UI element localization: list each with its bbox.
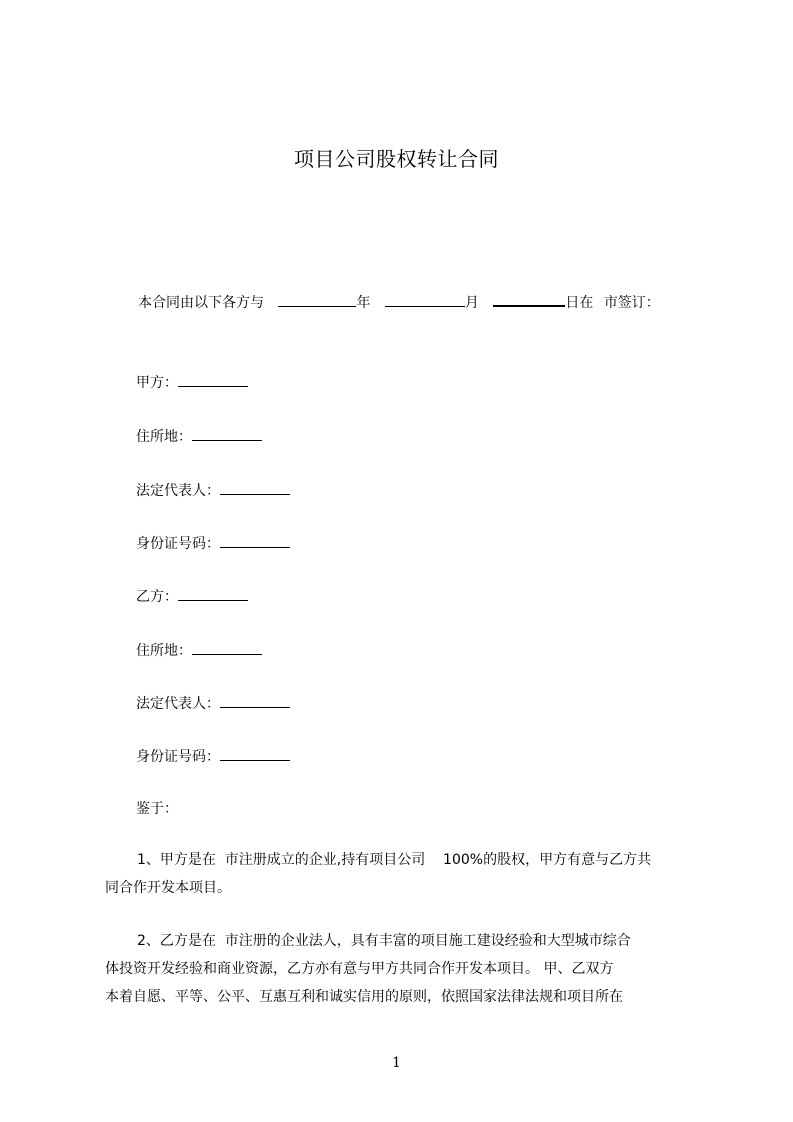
- party-a-blank: [178, 371, 248, 387]
- party-a-address-line: [136, 425, 262, 447]
- clause-1-line-2: 同合作开发本项目。: [105, 880, 231, 896]
- clause-2-line-3: 本着自愿、平等、公平、互惠互利和诚实信用的原则，依照国家法律法规和项目所在: [105, 989, 623, 1005]
- party-a-id-label: 身份证号码：: [136, 536, 220, 552]
- clause-1-line-1: 1、甲方是在 市注册成立的企业,持有项目公司 100%的股权，甲方有意与乙方共: [137, 852, 652, 868]
- party-b-id-blank: [220, 745, 290, 761]
- document-title: 项目公司股权转让合同: [294, 147, 499, 171]
- month-label: 月: [464, 295, 479, 311]
- party-b-label: 乙方：: [136, 589, 178, 605]
- page-number: 1: [392, 1055, 401, 1071]
- clause-1: [105, 846, 705, 902]
- party-b-rep-label: 法定代表人：: [136, 696, 220, 712]
- intro-prefix: 本合同由以下各方与: [138, 295, 264, 311]
- party-b-address-blank: [192, 639, 262, 655]
- party-a-id-line: [136, 532, 290, 554]
- intro-suffix: 市签订：: [603, 295, 660, 311]
- party-b-id-line: [136, 745, 290, 767]
- whereas-label: 鉴于：: [136, 801, 178, 817]
- clause-2-line-2: 体投资开发经验和商业资源，乙方亦有意与甲方共同合作开发本项目。 甲、乙双方: [105, 961, 614, 977]
- day-label: 日在: [565, 295, 594, 311]
- party-b-rep-line: [136, 692, 290, 714]
- year-blank: [278, 291, 356, 307]
- party-b-blank: [178, 585, 248, 601]
- day-blank: [493, 290, 565, 307]
- party-a-id-blank: [220, 532, 290, 548]
- month-blank: [385, 291, 465, 307]
- party-b-id-label: 身份证号码：: [136, 749, 220, 765]
- party-b-address-label: 住所地：: [136, 643, 192, 659]
- intro-line: [138, 290, 660, 313]
- clause-2-line-1: 2、乙方是在 市注册的企业法人，具有丰富的项目施工建设经验和大型城市综合: [137, 933, 631, 949]
- party-a-label: 甲方：: [136, 375, 178, 391]
- party-a-rep-blank: [220, 479, 290, 495]
- clause-2: [105, 927, 705, 1011]
- party-b-address-line: [136, 639, 262, 661]
- party-b-line: [136, 585, 248, 607]
- party-a-rep-line: [136, 479, 290, 501]
- party-a-line: [136, 371, 248, 393]
- party-a-rep-label: 法定代表人：: [136, 483, 220, 499]
- party-b-rep-blank: [220, 692, 290, 708]
- party-a-address-blank: [192, 425, 262, 441]
- party-a-address-label: 住所地：: [136, 429, 192, 445]
- year-label: 年: [356, 295, 371, 311]
